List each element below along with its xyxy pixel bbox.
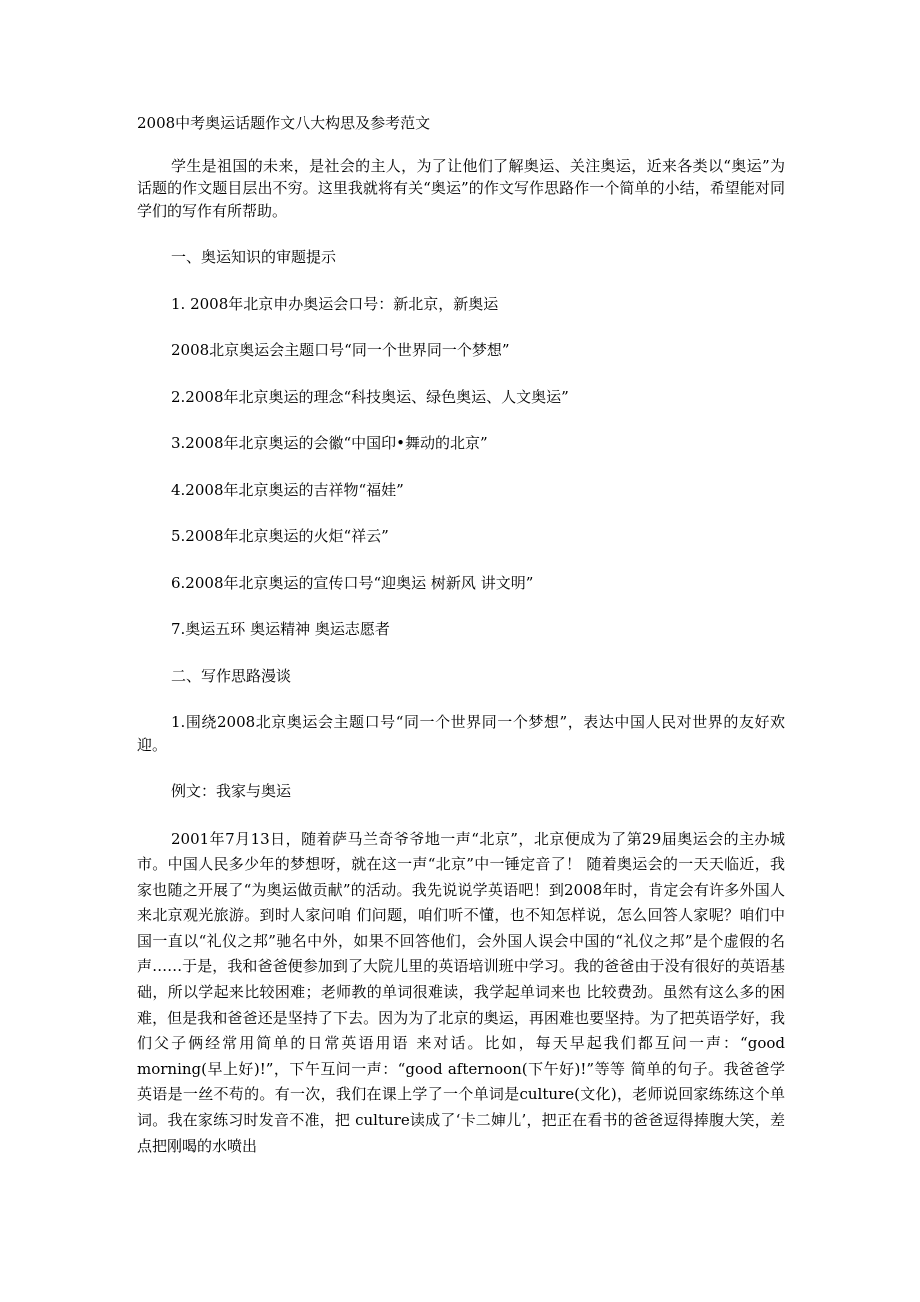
example-label: 例文：我家与奥运 [171,782,292,800]
knowledge-item-1: 1. 2008年北京申办奥运会口号：新北京，新奥运 [171,294,499,313]
knowledge-item-6: 6.2008年北京奥运的宣传口号“迎奥运 树新风 讲文明” [171,573,534,592]
example-essay: 2001年7月13日，随着萨马兰奇爷爷地一声“北京”，北京便成为了第29届奥运会的主办城市。中国人民多少年的梦想呀，就在这一声“北京”中一锤定音了！ 随着奥运会的一天天临近，我家也随之开展了“为奥运做贡献”的活动。我先说说学英语吧！到2008年时，肯定会有许多外国人来北京观光旅游。到时人家问咱 们问题，咱们听不懂，也不知怎样说，怎么回答人家呢？咱们中国一直以“礼仪之邦”驰名中外，如果不回答他们，会外国人误会中国的“礼仪之邦”是个虚假的名 声……于是，我和爸爸便参加到了大院儿里的英语培训班中学习。我的爸爸由于没有很好的英语基础，所以学起来比较困难；老师教的单词很难读，我学起单词来也 比较费劲。虽然有这么多的困难，但是我和爸爸还是坚持了下去。因为为了北京的奥运，再困难也要坚持。为了把英语学好，我们父子俩经常用简单的日常英语用语 来对话。比如，每天早起我们都互问一声：“good morning(早上好)!”，下午互问一声：“good afternoon(下午好)!”等等 简单的句子。我爸爸学英语是一丝不苟的。有一次，我们在课上学了一个单词是culture(文化)，老师说回家练练这个单词。我在家练习时发音不准，把 culture读成了‘卡二婶儿’，把正在看书的爸爸逗得捧腹大笑，差点把刚喝的水喷出 [137,829,785,1155]
document-body [137,112,785,1159]
knowledge-item-2: 2.2008年北京奥运的理念“科技奥运、绿色奥运、人文奥运” [171,387,569,406]
knowledge-item-theme-slogan: 2008北京奥运会主题口号“同一个世界同一个梦想” [171,341,510,359]
writing-point-1: 1.围绕2008北京奥运会主题口号“同一个世界同一个梦想”，表达中国人民对世界的友好欢迎。 [137,713,785,754]
document-title: 2008中考奥运话题作文八大构思及参考范文 [137,114,431,132]
knowledge-item-7: 7.奥运五环 奥运精神 奥运志愿者 [171,620,390,638]
knowledge-item-5: 5.2008年北京奥运的火炬“祥云” [171,527,389,545]
section-2-heading: 二、写作思路漫谈 [171,666,292,685]
intro-paragraph: 学生是祖国的未来，是社会的主人，为了让他们了解奥运、关注奥运，近来各类以“奥运”为话题的作文题目层出不穷。这里我就将有关“奥运”的作文写作思路作一个简单的小结，希望能对同学们的写作有所帮助。 [137,156,785,220]
knowledge-item-4: 4.2008年北京奥运的吉祥物“福娃” [171,480,404,499]
section-1-heading: 一、奥运知识的审题提示 [171,248,337,266]
knowledge-item-3: 3.2008年北京奥运的会徽“中国印•舞动的北京” [171,434,488,452]
